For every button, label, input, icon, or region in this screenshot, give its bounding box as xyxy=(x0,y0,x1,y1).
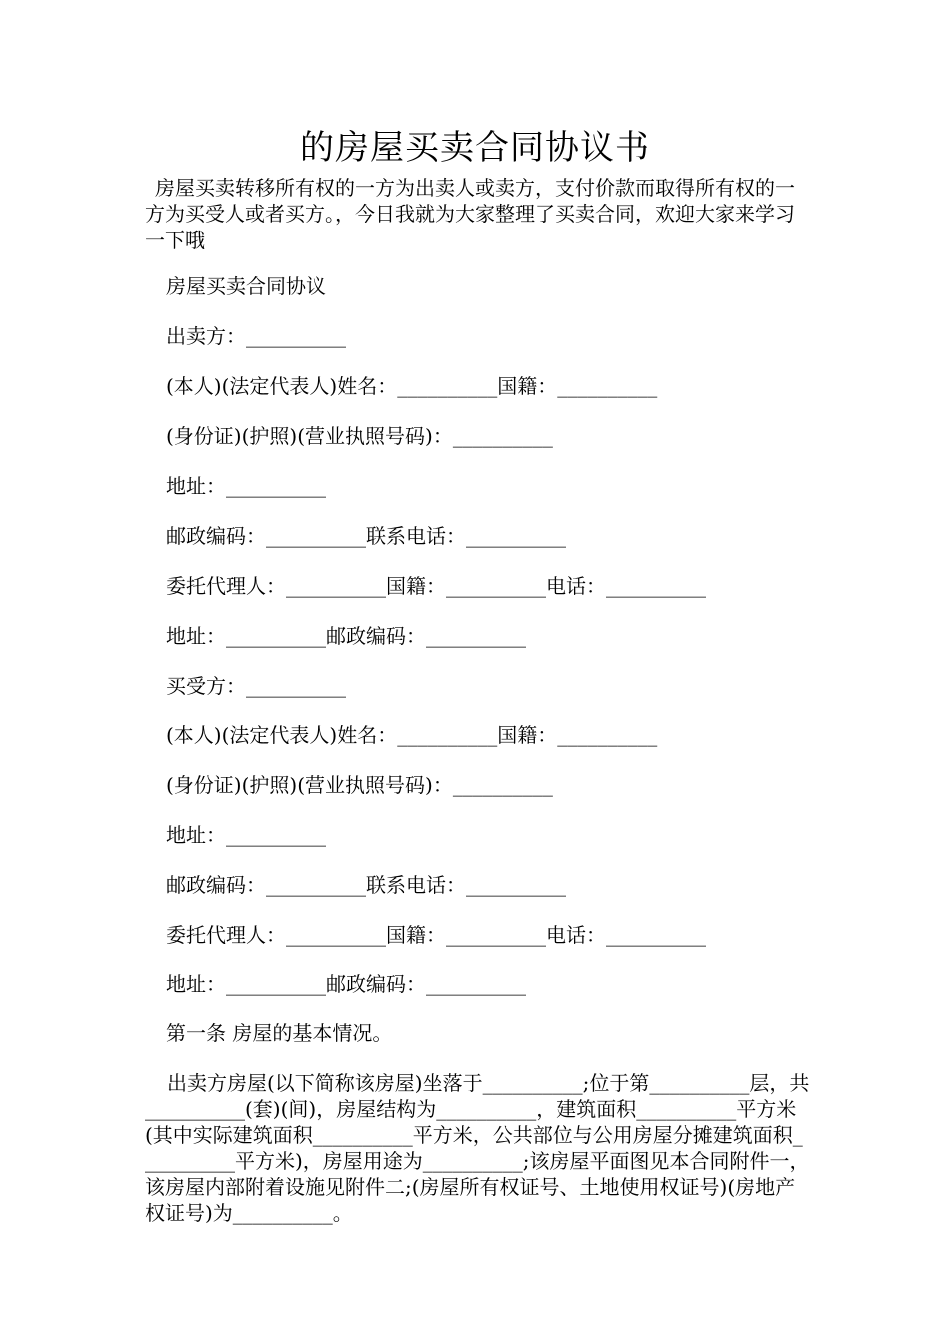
intro-paragraph: 房屋买卖转移所有权的一方为出卖人或卖方，支付价款而取得所有权的一方为买受人或者买方。，今日我就为大家整理了买卖合同，欢迎大家来学习一下哦 xyxy=(145,176,795,252)
buyer-postcode-phone-line: 邮政编码：__________联系电话：__________ xyxy=(166,873,566,897)
buyer-id-line: (身份证)(护照)(营业执照号码)：__________ xyxy=(166,773,553,797)
seller-address-line: 地址：__________ xyxy=(166,474,326,498)
seller-agent-address-line: 地址：__________邮政编码：__________ xyxy=(166,624,526,648)
buyer-address-line: 地址：__________ xyxy=(166,823,326,847)
buyer-agent-address-line: 地址：__________邮政编码：__________ xyxy=(166,972,526,996)
seller-id-line: (身份证)(护照)(营业执照号码)：__________ xyxy=(166,424,553,448)
seller-representative-line: (本人)(法定代表人)姓名：__________国籍：__________ xyxy=(166,374,658,398)
seller-agent-line: 委托代理人：__________国籍：__________电话：__________ xyxy=(166,574,706,598)
buyer-representative-line: (本人)(法定代表人)姓名：__________国籍：__________ xyxy=(166,723,658,747)
article-1-heading: 第一条 房屋的基本情况。 xyxy=(166,1021,393,1045)
buyer-name-line: 买受方：__________ xyxy=(166,674,346,698)
section-heading: 房屋买卖合同协议 xyxy=(166,274,326,298)
document-title: 的房屋买卖合同协议书 xyxy=(300,128,650,168)
article-1-body: 出卖方房屋(以下简称该房屋)坐落于__________;位于第__________层，共__________(套)(间)，房屋结构为__________，建筑面积__________平方米(其中实际建筑面积__________平方米，公共部位与公用房屋分摊建筑面积__________平方米)，房屋用途为__________;该房屋平面图见本合同附件一，该房屋内部附着设施见附件二;(房屋所有权证号、土地使用权证号)(房地产权证号)为__________。 xyxy=(145,1071,810,1225)
seller-postcode-phone-line: 邮政编码：__________联系电话：__________ xyxy=(166,524,566,548)
buyer-agent-line: 委托代理人：__________国籍：__________电话：__________ xyxy=(166,923,706,947)
seller-name-line: 出卖方：__________ xyxy=(166,324,346,348)
